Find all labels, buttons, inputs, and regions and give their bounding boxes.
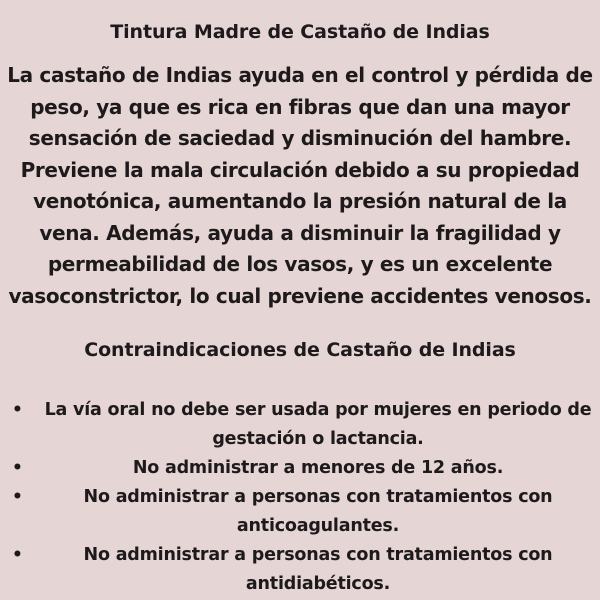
- intro-paragraph: La castaño de Indias ayuda en el control y pérdida de peso, ya que es rica en fibras que dan una mayor sensación de saciedad y disminución del hambre. Previene la mala circulación debido a su propiedad venotónica, aumentando la presión natural de la vena. Además, ayuda a disminuir la fragilidad y permeabilidad de los vasos, y es un excelente vasoconstrictor, lo cual previene accidentes venosos.: [7, 63, 593, 308]
- list-item: [12, 396, 600, 454]
- bullet-icon: •: [12, 545, 23, 565]
- page-title: Tintura Madre de Castaño de Indias: [110, 21, 490, 43]
- contraindications-title: Contraindicaciones de Castaño de Indias: [84, 339, 516, 361]
- contraindications-list: [12, 396, 600, 599]
- contraindication-text: No administrar a personas con tratamientos con anticoagulantes.: [83, 487, 553, 536]
- contraindication-text: La vía oral no debe ser usada por mujeres en periodo de gestación o lactancia.: [44, 400, 592, 449]
- bullet-icon: •: [12, 400, 23, 420]
- list-item: [12, 454, 600, 483]
- contraindication-text: No administrar a menores de 12 años.: [132, 458, 504, 478]
- list-item: [12, 541, 600, 599]
- bullet-icon: •: [12, 487, 23, 507]
- contraindication-text: No administrar a personas con tratamientos con antidiabéticos.: [83, 545, 553, 594]
- list-item: [12, 483, 600, 541]
- bullet-icon: •: [12, 458, 23, 478]
